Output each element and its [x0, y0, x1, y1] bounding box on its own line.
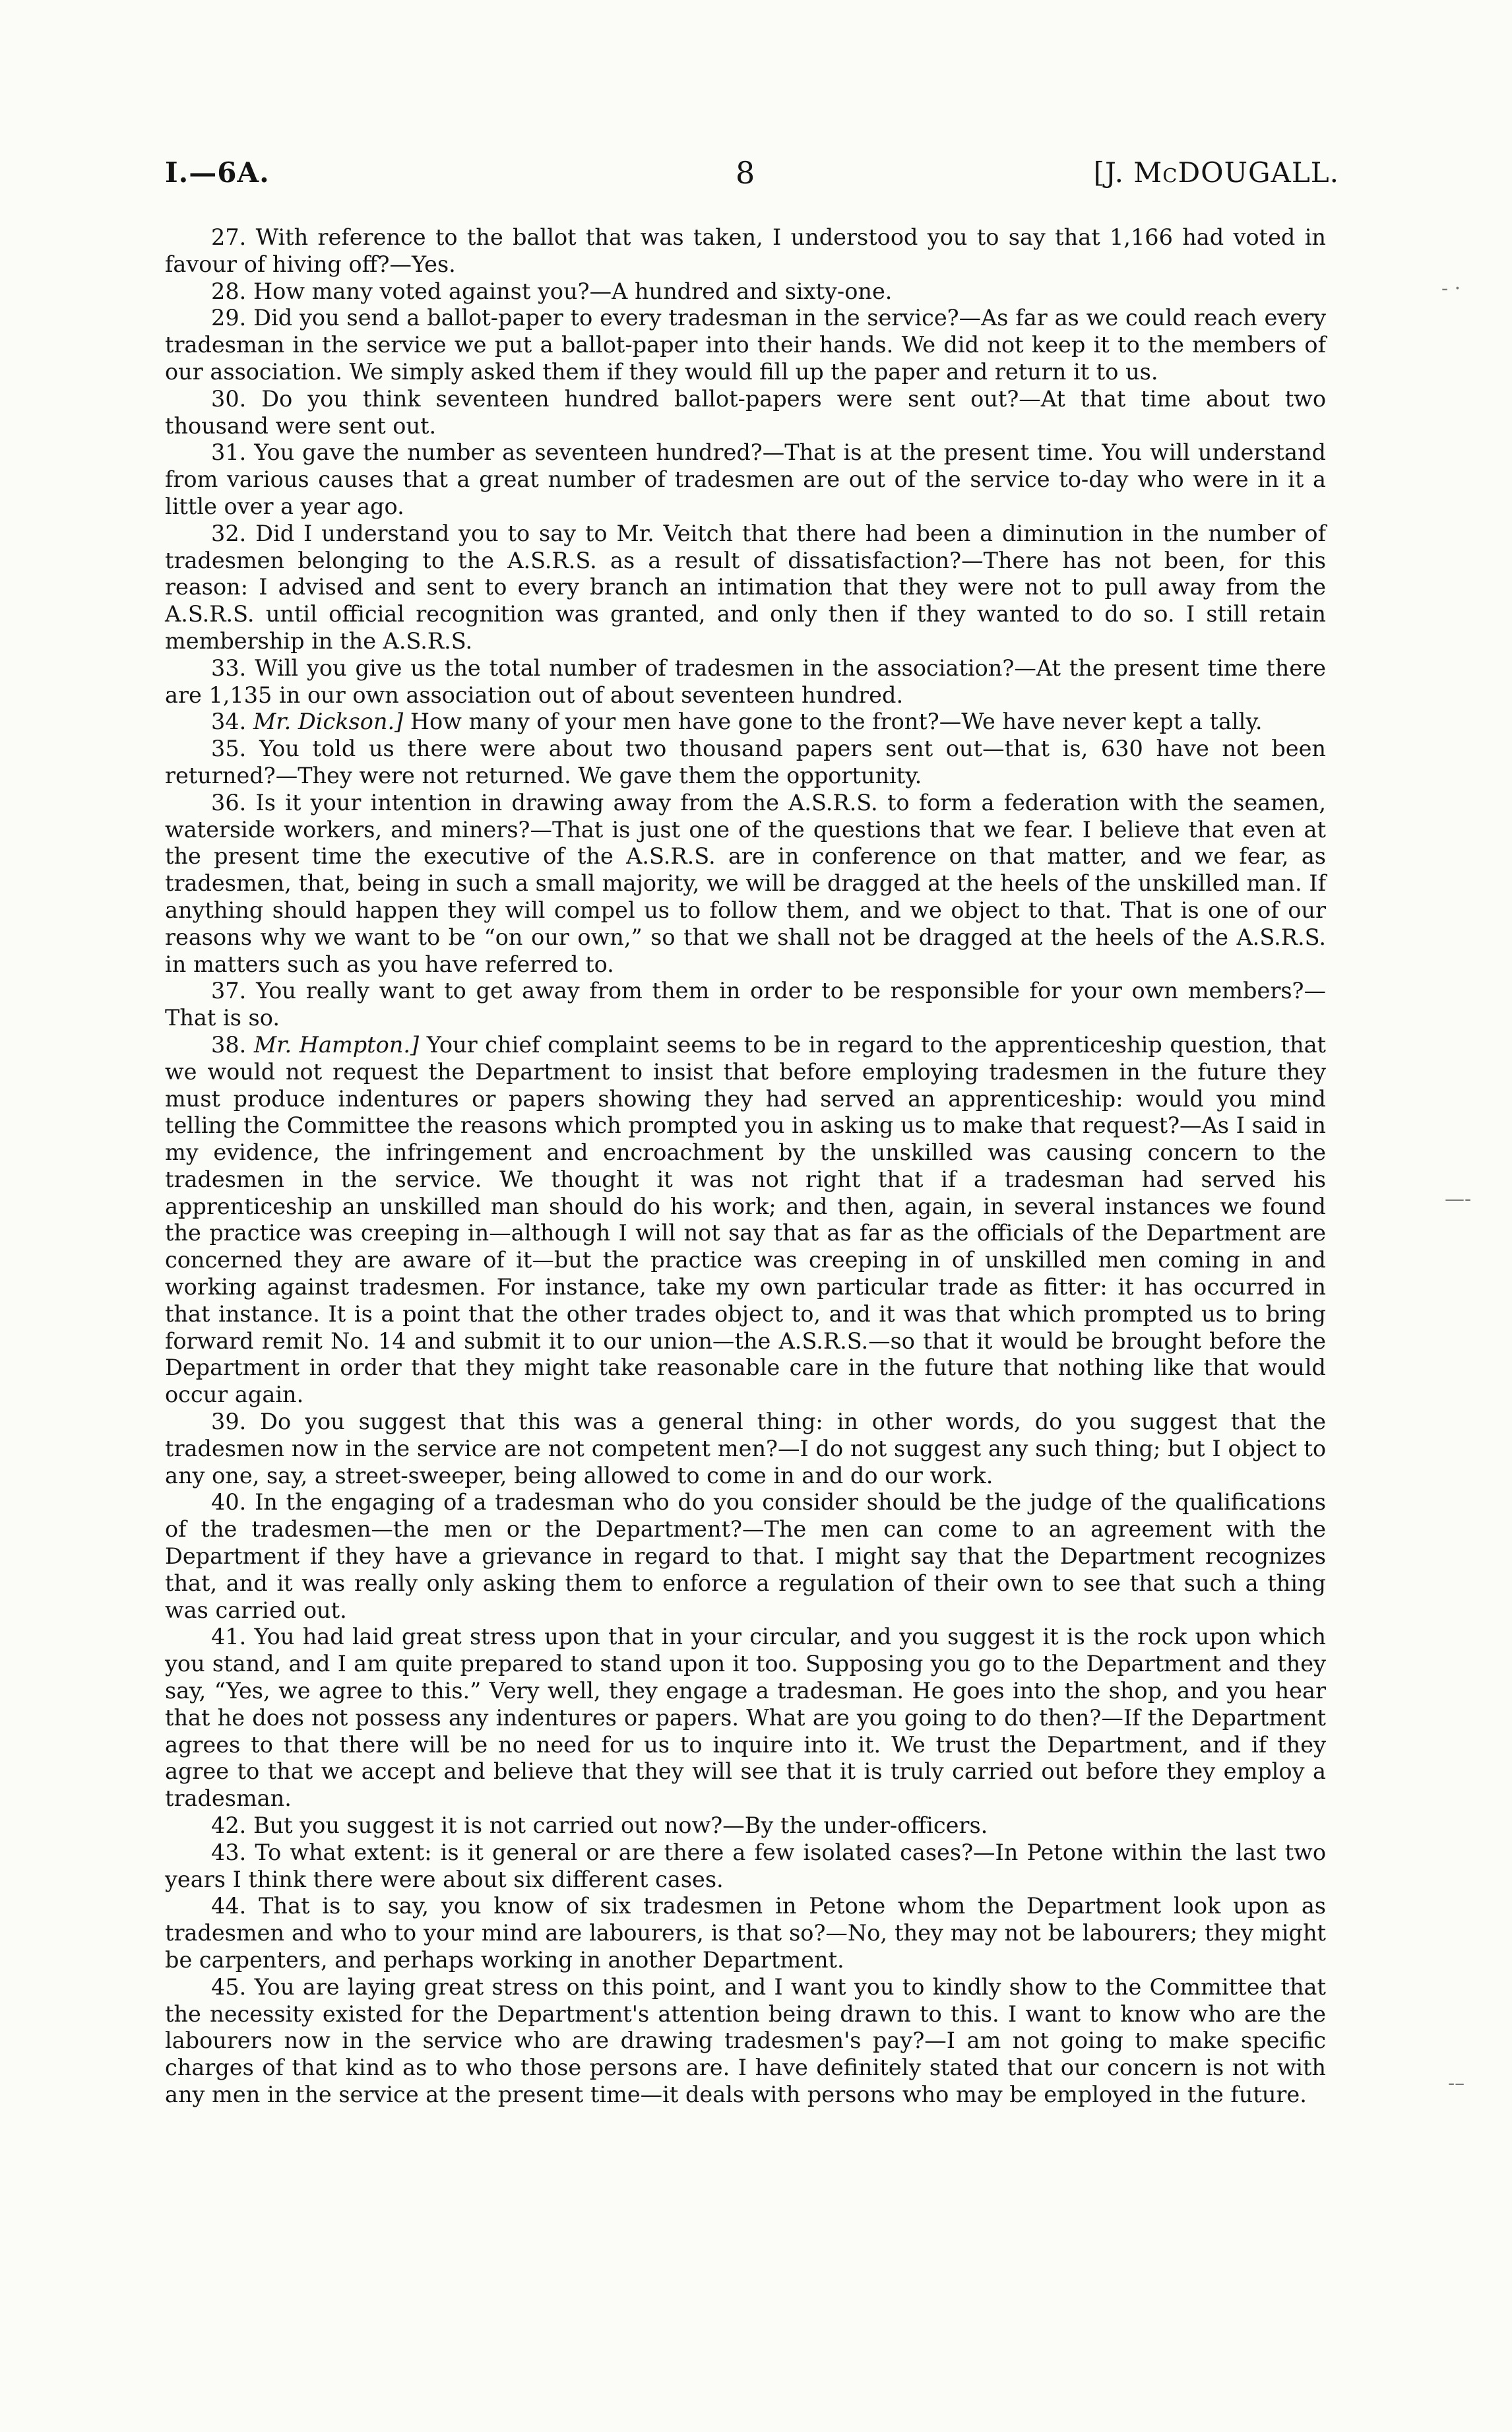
- question-text: To what extent: is it general or are there a few isolated cases?—In Petone within the last two years I think there were about six different cases.: [165, 1839, 1326, 1892]
- question-text: Do you suggest that this was a general thing: in other words, do you suggest that the tradesmen now in the service are not competent men?—I do not suggest any such thing; but I object to any one, say, a street-sweeper, being allowed to come in and do our work.: [165, 1409, 1326, 1488]
- question-text: You had laid great stress upon that in your circular, and you suggest it is the rock upon which you stand, and I am quite prepared to stand upon it too. Supposing you go to the Department and they say, “Yes, we agree to this.” Very well, they engage a tradesman. He goes into the shop, and you hear that he does not possess any indentures or papers. What are you going to do then?—If the Department agrees to that there will be no need for us to inquire into it. We trust the Department, and if they agree to that we accept and believe that they will see that it is truly carried out before they employ a tradesman.: [165, 1624, 1326, 1812]
- question-text: You gave the number as seventeen hundred?—That is at the present time. You will understand from various causes that a great number of tradesmen are out of the service to-day who were in it a little over a year ago.: [165, 439, 1326, 519]
- question-paragraph: [165, 386, 1326, 440]
- question-number: 42.: [211, 1812, 247, 1839]
- question-number: 28.: [211, 278, 247, 304]
- question-number: 32.: [211, 520, 247, 546]
- question-text: Do you think seventeen hundred ballot-papers were sent out?—At that time about two thousand were sent out.: [165, 385, 1326, 439]
- question-text: Did you send a ballot-paper to every tradesman in the service?—As far as we could reach every tradesman in the service we put a ballot-paper into their hands. We did not keep it to the members of our association. We simply asked them if they would fill up the paper and return it to us.: [165, 305, 1326, 385]
- question-paragraph: [165, 439, 1326, 520]
- question-paragraph: [165, 1974, 1326, 2109]
- speaker-name: Mr. Hampton.]: [253, 1031, 420, 1058]
- question-paragraph: [165, 521, 1326, 655]
- question-text: Did I understand you to say to Mr. Veitch that there had been a diminution in the number of tradesmen belonging to the A.S.R.S. as a result of dissatisfaction?—There has not been, for this reason: I advised and sent to every branch an intimation that they were not to pull away from the A.S.R.S. until official recognition was granted, and only then if they wanted to do so. I still retain membership in the A.S.R.S.: [165, 520, 1326, 654]
- question-number: 36.: [211, 789, 247, 816]
- question-paragraph: [165, 1032, 1326, 1409]
- question-number: 31.: [211, 439, 247, 466]
- question-number: 30.: [211, 385, 247, 412]
- speaker-name: Mr. Dickson.]: [253, 709, 404, 735]
- question-paragraph: [165, 736, 1326, 790]
- margin-mark: —‐: [1445, 1188, 1472, 1211]
- question-number: 34.: [211, 709, 247, 735]
- page-number: 8: [736, 155, 755, 191]
- question-paragraph: [165, 1893, 1326, 1973]
- question-text: That is to say, you know of six tradesmen in Petone whom the Department look upon as tradesmen and who to your mind are labourers, is that so?—No, they may not be labourers; they might be carpenters, and perhaps working in another Department.: [165, 1893, 1326, 1973]
- question-number: 44.: [211, 1893, 247, 1919]
- question-number: 40.: [211, 1489, 247, 1516]
- question-text: You really want to get away from them in order to be responsible for your own members?—That is so.: [165, 978, 1326, 1031]
- question-number: 43.: [211, 1839, 247, 1865]
- question-paragraph: [165, 1624, 1326, 1812]
- question-text: Will you give us the total number of tradesmen in the association?—At the present time there are 1,135 in our own association out of about seventeen hundred.: [165, 655, 1326, 708]
- question-paragraph: [165, 1840, 1326, 1894]
- question-paragraph: [165, 224, 1326, 278]
- question-text: How many voted against you?—A hundred and sixty-one.: [253, 278, 893, 304]
- paper-reference: I.—6A.: [165, 156, 270, 189]
- question-text: In the engaging of a tradesman who do you consider should be the judge of the qualifications of the tradesmen—the men or the Department?—The men can come to an agreement with the Department if they have a grievance in regard to that. I might say that the Department recognizes that, and it was really only asking them to enforce a regulation of their own to see that such a thing was carried out.: [165, 1489, 1326, 1623]
- question-text: You told us there were about two thousand papers sent out—that is, 630 have not been returned?—They were not returned. We gave them the opportunity.: [165, 736, 1326, 788]
- transcript-body: [165, 224, 1326, 2109]
- question-number: 37.: [211, 978, 247, 1004]
- margin-mark: ‐–: [1448, 2072, 1465, 2095]
- question-text: Is it your intention in drawing away from the A.S.R.S. to form a federation with the seamen, waterside workers, and miners?—That is just one of the questions that we fear. I believe that even at the present time the executive of the A.S.R.S. are in conference on that matter, and we fear, as tradesmen, that, being in such a small majority, we will be dragged at the heels of the unskilled man. If anything should happen they will compel us to follow them, and we object to that. That is one of our reasons why we want to be “on our own,” so that we shall not be dragged at the heels of the A.S.R.S. in matters such as you have referred to.: [165, 789, 1326, 977]
- question-number: 41.: [211, 1624, 247, 1650]
- question-paragraph: [165, 278, 1326, 305]
- margin-mark: ‐ ·: [1441, 277, 1461, 300]
- question-number: 27.: [211, 224, 247, 250]
- question-number: 33.: [211, 655, 247, 681]
- question-number: 45.: [211, 1973, 247, 2000]
- question-paragraph: [165, 709, 1326, 736]
- question-paragraph: [165, 655, 1326, 709]
- question-text: But you suggest it is not carried out now?—By the under-officers.: [253, 1812, 988, 1839]
- question-text: How many of your men have gone to the front?—We have never kept a tally.: [410, 709, 1263, 735]
- question-paragraph: [165, 1409, 1326, 1489]
- witness-name: [J. McDOUGALL.: [1093, 156, 1339, 189]
- question-paragraph: [165, 790, 1326, 978]
- question-number: 38.: [211, 1031, 247, 1058]
- question-number: 35.: [211, 736, 247, 762]
- question-paragraph: [165, 305, 1326, 385]
- question-text: Your chief complaint seems to be in regard to the apprenticeship question, that we would not request the Department to insist that before employing tradesmen in the future they must produce indentures or papers showing they had served an apprenticeship: would you mind telling the Committee the reasons which prompted you in asking us to make that request?—As I said in my evidence, the infringement and encroachment by the unskilled was causing concern to the tradesmen in the service. We thought it was not right that if a tradesman had served his apprenticeship an unskilled man should do his work; and then, again, in several instances we found the practice was creeping in—although I will not say that as far as the officials of the Department are concerned they are aware of it—but the practice was creeping in of unskilled men coming in and working against tradesmen. For instance, take my own particular trade as fitter: it has occurred in that instance. It is a point that the other trades object to, and it was that which prompted us to bring forward remit No. 14 and submit it to our union—the A.S.R.S.—so that it would be brought before the Department in order that they might take reasonable care in the future that nothing like that would occur again.: [165, 1031, 1326, 1408]
- question-paragraph: [165, 978, 1326, 1032]
- question-text: You are laying great stress on this point, and I want you to kindly show to the Committee that the necessity existed for the Department's attention being drawn to this. I want to know who are the labourers now in the service who are drawing tradesmen's pay?—I am not going to make specific charges of that kind as to who those persons are. I have definitely stated that our concern is not with any men in the service at the present time—it deals with persons who may be employed in the future.: [165, 1973, 1326, 2107]
- page-header: [0, 153, 1512, 199]
- question-paragraph: [165, 1812, 1326, 1840]
- question-paragraph: [165, 1489, 1326, 1624]
- question-text: With reference to the ballot that was taken, I understood you to say that 1,166 had voted in favour of hiving off?—Yes.: [165, 224, 1326, 277]
- question-number: 29.: [211, 305, 247, 331]
- question-number: 39.: [211, 1409, 247, 1435]
